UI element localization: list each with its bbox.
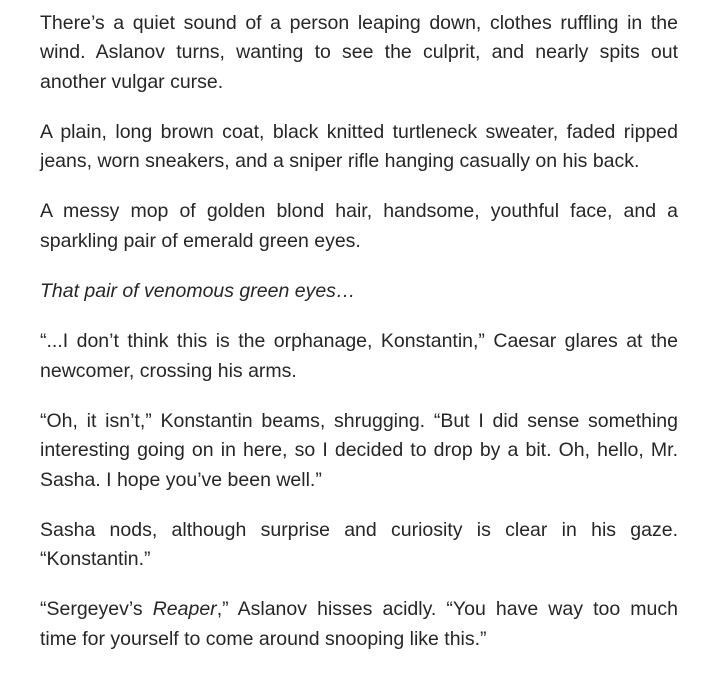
text-run: “Sergeyev’s: [40, 598, 153, 621]
text-run: “Oh, it isn’t,” Konstantin beams, shrugging. “But I did sense something interesting going on in here, so I decided to drop by a bit. Oh, hello, Mr. Sasha. I hope you’ve been well.”: [40, 409, 678, 491]
text-run: Sasha nods, although surprise and curiosity is clear in his gaze. “Konstantin.”: [40, 518, 678, 571]
text-run: There’s a quiet sound of a person leaping down, clothes ruffling in the wind. Aslanov turns, wanting to see the culprit, and nearly spits out another vulgar curse.: [40, 12, 678, 93]
paragraph-8: [40, 595, 678, 654]
text-run: A plain, long brown coat, black knitted turtleneck sweater, faded ripped jeans, worn sneakers, and a sniper rifle hanging casually on his back.: [40, 120, 678, 173]
paragraph-5: [40, 327, 678, 386]
text-run: ,” Aslanov hisses acidly. “You have way too much time for yourself to come around snooping like this.”: [40, 598, 678, 650]
paragraph-4: [40, 277, 678, 306]
story-text: [40, 9, 678, 654]
text-run: “...I don’t think this is the orphanage, Konstantin,” Caesar glares at the newcomer, crossing his arms.: [40, 330, 678, 382]
paragraph-7: [40, 516, 678, 575]
paragraph-6: [40, 407, 678, 495]
text-run: A messy mop of golden blond hair, handsome, youthful face, and a sparkling pair of emerald green eyes.: [40, 200, 678, 252]
italic-text-run: Reaper: [152, 598, 217, 621]
paragraph-3: [40, 197, 678, 256]
italic-text-run: That pair of venomous green eyes…: [40, 280, 356, 303]
paragraph-2: [40, 118, 678, 177]
paragraph-1: [40, 9, 678, 97]
